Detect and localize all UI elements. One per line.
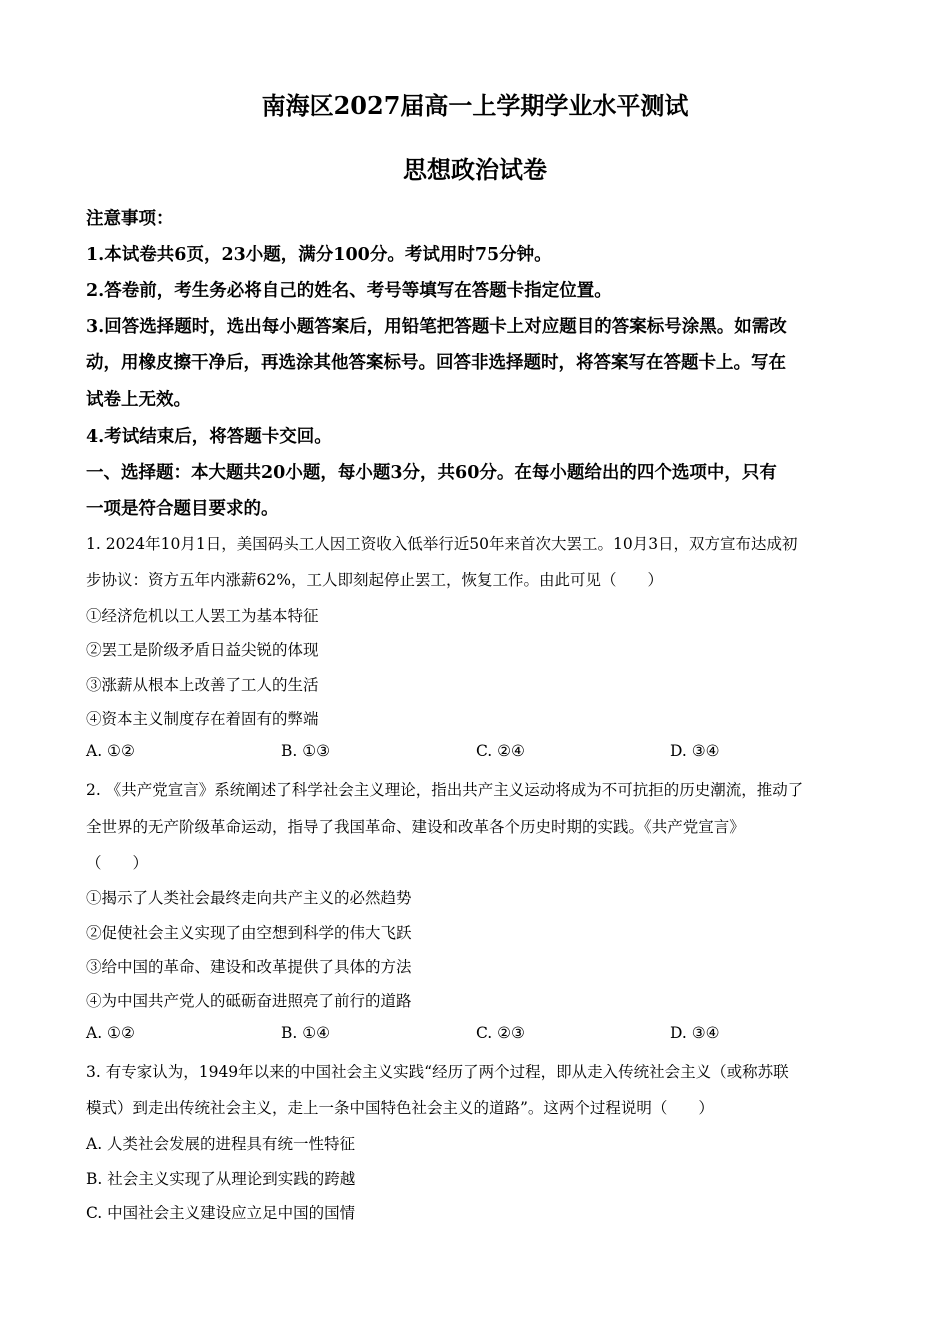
notice-heading: 注意事项： <box>86 209 174 229</box>
q3-stem-line-2: 模式）到走出传统社会主义，走上一条中国特色社会主义的道路”。这两个过程说明（ ） <box>86 1099 714 1117</box>
section-heading-line-2: 一项是符合题目要求的。 <box>86 499 279 519</box>
q2-option-a: A. ①② <box>86 1024 135 1042</box>
notice-item-2: 2.答卷前，考生务必将自己的姓名、考号等填写在答题卡指定位置。 <box>86 281 612 301</box>
q2-statement-1: ①揭示了人类社会最终走向共产主义的必然趋势 <box>86 889 412 907</box>
q1-stem-line-1: 1. 2024年10月1日，美国码头工人因工资收入低举行近50年来首次大罢工。10月3日，双方宣布达成初 <box>86 535 798 553</box>
q2-statement-2: ②促使社会主义实现了由空想到科学的伟大飞跃 <box>86 924 412 942</box>
exam-subtitle: 思想政治试卷 <box>403 155 547 184</box>
notice-item-3-line-2: 动，用橡皮擦干净后，再选涂其他答案标号。回答非选择题时，将答案写在答题卡上。写在 <box>86 353 786 373</box>
exam-title: 南海区2027届高一上学期学业水平测试 <box>261 91 689 120</box>
q1-statement-4: ④资本主义制度存在着固有的弊端 <box>86 710 319 728</box>
notice-item-4: 4.考试结束后，将答题卡交回。 <box>86 427 332 447</box>
q1-statement-2: ②罢工是阶级矛盾日益尖锐的体现 <box>86 641 319 659</box>
q1-option-c: C. ②④ <box>476 742 525 760</box>
q1-statement-1: ①经济危机以工人罢工为基本特征 <box>86 607 319 625</box>
q2-statement-3: ③给中国的革命、建设和改革提供了具体的方法 <box>86 958 412 976</box>
q2-stem-line-2: 全世界的无产阶级革命运动，指导了我国革命、建设和改革各个历史时期的实践。《共产党宣言》 <box>86 818 745 836</box>
q2-option-b: B. ①④ <box>281 1024 331 1042</box>
notice-item-1: 1.本试卷共6页，23小题，满分100分。考试用时75分钟。 <box>86 245 552 265</box>
q3-option-b: B. 社会主义实现了从理论到实践的跨越 <box>86 1170 356 1188</box>
q2-statement-4: ④为中国共产党人的砥砺奋进照亮了前行的道路 <box>86 992 412 1010</box>
q3-stem-line-1: 3. 有专家认为，1949年以来的中国社会主义实践“经历了两个过程，即从走入传统社会主义（或称苏联 <box>86 1063 789 1081</box>
q2-option-c: C. ②③ <box>476 1024 525 1042</box>
q2-option-d: D. ③④ <box>670 1024 720 1042</box>
q3-option-c: C. 中国社会主义建设应立足中国的国情 <box>86 1204 356 1222</box>
q2-stem-line-3: （ ） <box>86 854 149 872</box>
q1-option-a: A. ①② <box>86 742 135 760</box>
q1-statement-3: ③涨薪从根本上改善了工人的生活 <box>86 676 319 694</box>
notice-item-3-line-1: 3.回答选择题时，选出每小题答案后，用铅笔把答题卡上对应题目的答案标号涂黑。如需改 <box>86 317 787 337</box>
q1-option-d: D. ③④ <box>670 742 720 760</box>
q1-stem-line-2: 步协议：资方五年内涨薪62%，工人即刻起停止罢工，恢复工作。由此可见（ ） <box>86 571 663 589</box>
q1-option-b: B. ①③ <box>281 742 331 760</box>
q2-stem-line-1: 2. 《共产党宣言》系统阐述了科学社会主义理论，指出共产主义运动将成为不可抗拒的历史潮流，推动了 <box>86 781 804 799</box>
section-heading-line-1: 一、选择题：本大题共20小题，每小题3分，共60分。在每小题给出的四个选项中，只有 <box>86 463 777 483</box>
notice-item-3-line-3: 试卷上无效。 <box>86 390 191 410</box>
q3-option-a: A. 人类社会发展的进程具有统一性特征 <box>86 1135 356 1153</box>
